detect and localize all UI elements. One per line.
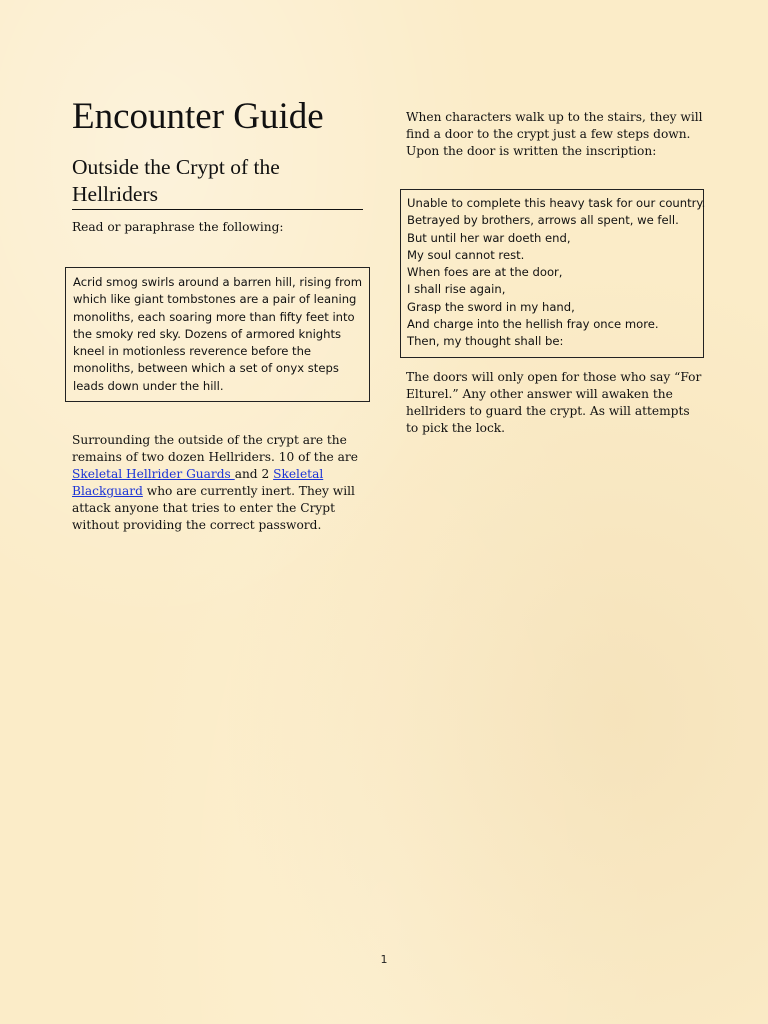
inscription-line: I shall rise again, [407,282,506,297]
skeletal-blackguard-link[interactable]: Skeletal Blackguard [72,467,324,498]
stairs-paragraph: When characters walk up to the stairs, they will find a door to the crypt just a few steps down. Upon the door is written the inscription: [406,110,703,158]
surrounding-text-2: and 2 [234,467,274,481]
inscription-line: Then, my thought shall be: [407,334,564,349]
inscription-line: Grasp the sword in my hand, [407,299,575,314]
surrounding-text-1: Surrounding the outside of the crypt are the remains of two dozen Hellriders. 10 of the are [72,433,358,464]
read-aloud-box [65,267,370,402]
skeletal-hellrider-guards-link[interactable]: Skeletal Hellrider Guards [72,467,235,481]
inscription-line: Unable to complete this heavy task for our country. [407,196,706,210]
inscription-line: When foes are at the door, [407,265,563,280]
inscription-line: My soul cannot rest. [407,247,525,262]
read-aloud-text: Acrid smog swirls around a barren hill, rising from which like giant tombstones are a pair of leaning monoliths, each soaring more than fifty feet into the smoky red sky. Dozens of armored knights kneel in motionless reverence before the monoliths, between which a set of onyx steps leads down under the hill. [73,275,363,393]
doors-paragraph: The doors will only open for those who say “For Elturel.” Any other answer will awaken the hellriders to guard the crypt. As will attempts to pick the lock. [406,370,702,435]
inscription-line: But until her war doeth end, [407,230,571,245]
section-heading: Outside the Crypt of the Hellriders [72,154,363,210]
read-aloud-prompt: Read or paraphrase the following: [72,220,284,234]
surrounding-paragraph [72,432,364,534]
inscription-box [400,189,704,358]
inscription-line: Betrayed by brothers, arrows all spent, we fell. [407,213,679,228]
surrounding-text-3: who are currently inert. They will attack anyone that tries to enter the Crypt without providing the correct password. [72,484,355,532]
page-number: 1 [380,953,388,966]
inscription-line: And charge into the hellish fray once more. [407,317,659,332]
page-title: Encounter Guide [72,96,324,137]
